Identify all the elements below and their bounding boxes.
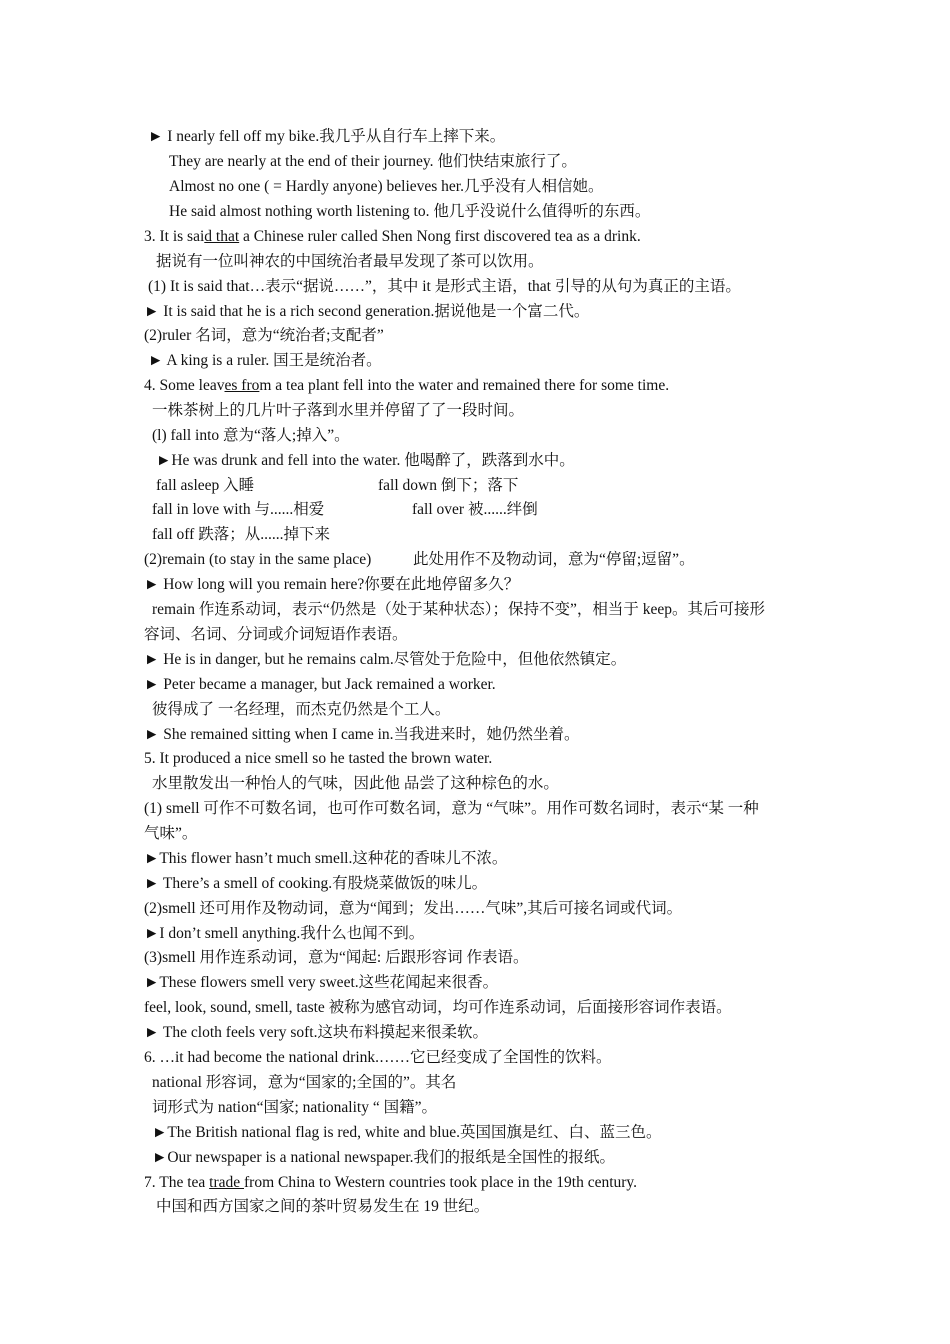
bullet-cooking: ► There’s a smell of cooking.有股烧菜做饭的味儿。 <box>144 875 488 892</box>
item-5-sentence: 5. It produced a nice smell so he tasted the brown water. <box>144 750 493 767</box>
bullet-smell-anything: ►I don’t smell anything.我什么也闻不到。 <box>144 925 425 942</box>
phrase-fall-in-love: fall in love with 与......相爱 <box>152 501 325 518</box>
item-7-translation: 中国和西方国家之间的茶叶贸易发生在 19 世纪。 <box>156 1198 490 1215</box>
note-sense-verbs: feel, look, sound, smell, taste 被称为感官动词，均可作连系动词，后面接形容词作表语。 <box>144 999 732 1016</box>
underlined-segment: trade <box>209 1174 244 1191</box>
item-7-sentence <box>144 1173 637 1193</box>
example-nearly-end: They are nearly at the end of their journey. 他们快结束旅行了。 <box>169 153 577 170</box>
item-3-translation: 据说有一位叫神农的中国统治者最早发现了茶可以饮用。 <box>156 253 544 270</box>
note-smell-noun: (1) smell 可作不可数名词，也可作可数名词，意为 “气味”。用作可数名词时，表示“某 一种 <box>144 800 759 817</box>
bullet-cloth-soft: ► The cloth feels very soft.这块布料摸起来很柔软。 <box>144 1024 488 1041</box>
item-5-translation: 水里散发出一种怡人的气味，因此他 品尝了这种棕色的水。 <box>152 775 559 792</box>
note-national-cont: 词形式为 nation“国家; nationality “ 国籍”。 <box>152 1099 437 1116</box>
text-segment: a Chinese ruler called Shen Nong first discovered tea as a drink. <box>239 228 641 245</box>
bullet-remained-sitting: ► She remained sitting when I came in.当我进来时，她仍然坐着。 <box>144 726 580 743</box>
item-6-sentence: 6. …it had become the national drink.……它已经变成了全国性的饮料。 <box>144 1049 612 1066</box>
text-segment: from China to Western countries took place in the 19th century. <box>244 1174 638 1191</box>
text-segment: m a tea plant fell into the water and remained there for some time. <box>259 377 670 394</box>
bullet-nearly-fell: ► I nearly fell off my bike.我几乎从自行车上摔下来。 <box>148 128 506 145</box>
bullet-flowers-sweet: ►These flowers smell very sweet.这些花闻起来很香。 <box>144 974 499 991</box>
note-smell-linking: (3)smell 用作连系动词，意为“闻起: 后跟形容词 作表语。 <box>144 949 529 966</box>
bullet-drunk: ►He was drunk and fell into the water. 他喝醉了，跌落到水中。 <box>156 452 575 469</box>
item-3-sentence <box>144 227 641 247</box>
note-national: national 形容词，意为“国家的;全国的”。其名 <box>152 1074 457 1091</box>
bullet-peter-translation: 彼得成了 一名经理，而杰克仍然是个工人。 <box>152 701 451 718</box>
note-remain-linking-cont: 容词、名词、分词或介词短语作表语。 <box>144 626 408 643</box>
example-almost-no-one: Almost no one ( = Hardly anyone) believes her.几乎没有人相信她。 <box>169 178 604 195</box>
phrase-fall-asleep: fall asleep 入睡 <box>156 477 255 494</box>
bullet-newspaper: ►Our newspaper is a national newspaper.我们的报纸是全国性的报纸。 <box>152 1149 616 1166</box>
note-remain-explanation: 此处用作不及物动词，意为“停留;逗留”。 <box>413 551 695 568</box>
text-segment: 7. The tea <box>144 1174 210 1191</box>
text-segment: 4. Some leav <box>144 377 225 394</box>
note-fall-into: (l) fall into 意为“落人;掉入”。 <box>152 427 350 444</box>
bullet-flower-smell: ►This flower hasn’t much smell.这种花的香味儿不浓。 <box>144 850 508 867</box>
example-almost-nothing: He said almost nothing worth listening to. 他几乎没说什么值得听的东西。 <box>169 203 651 220</box>
phrase-fall-over: fall over 被......绊倒 <box>412 501 538 518</box>
bullet-british-flag: ►The British national flag is red, white and blue.英国国旗是红、白、蓝三色。 <box>152 1124 662 1141</box>
phrase-fall-down: fall down 倒下；落下 <box>378 477 519 494</box>
bullet-rich-second-gen: ► It is said that he is a rich second generation.据说他是一个富二代。 <box>144 303 590 320</box>
note-remain-linking: remain 作连系动词，表示“仍然是（处于某种状态）；保持不变”，相当于 keep。其后可接形 <box>152 601 766 618</box>
phrase-fall-off: fall off 跌落；从......掉下来 <box>152 526 330 543</box>
note-smell-verb: (2)smell 还可用作及物动词，意为“闻到；发出……气味”,其后可接名词或代词。 <box>144 900 683 917</box>
item-4-translation: 一株茶树上的几片叶子落到水里并停留了了一段时间。 <box>152 402 525 419</box>
bullet-how-long: ► How long will you remain here?你要在此地停留多久？ <box>144 576 520 593</box>
underlined-segment: d that <box>204 228 240 245</box>
bullet-in-danger: ► He is in danger, but he remains calm.尽管处于危险中，但他依然镇定。 <box>144 651 627 668</box>
text-segment: 3. It is sai <box>144 228 205 245</box>
note-it-is-said: (1) It is said that…表示“据说……”，其中 it 是形式主语，that 引导的从句为真正的主语。 <box>148 278 741 295</box>
note-remain: (2)remain (to stay in the same place) <box>144 551 372 568</box>
bullet-peter: ► Peter became a manager, but Jack remained a worker. <box>144 676 496 693</box>
note-ruler: (2)ruler 名词，意为“统治者;支配者” <box>144 327 384 344</box>
note-smell-noun-cont: 气味”。 <box>144 825 198 842</box>
item-4-sentence <box>144 376 669 396</box>
underlined-segment: es fro <box>224 377 260 394</box>
bullet-king-ruler: ► A king is a ruler. 国王是统治者。 <box>148 352 382 369</box>
